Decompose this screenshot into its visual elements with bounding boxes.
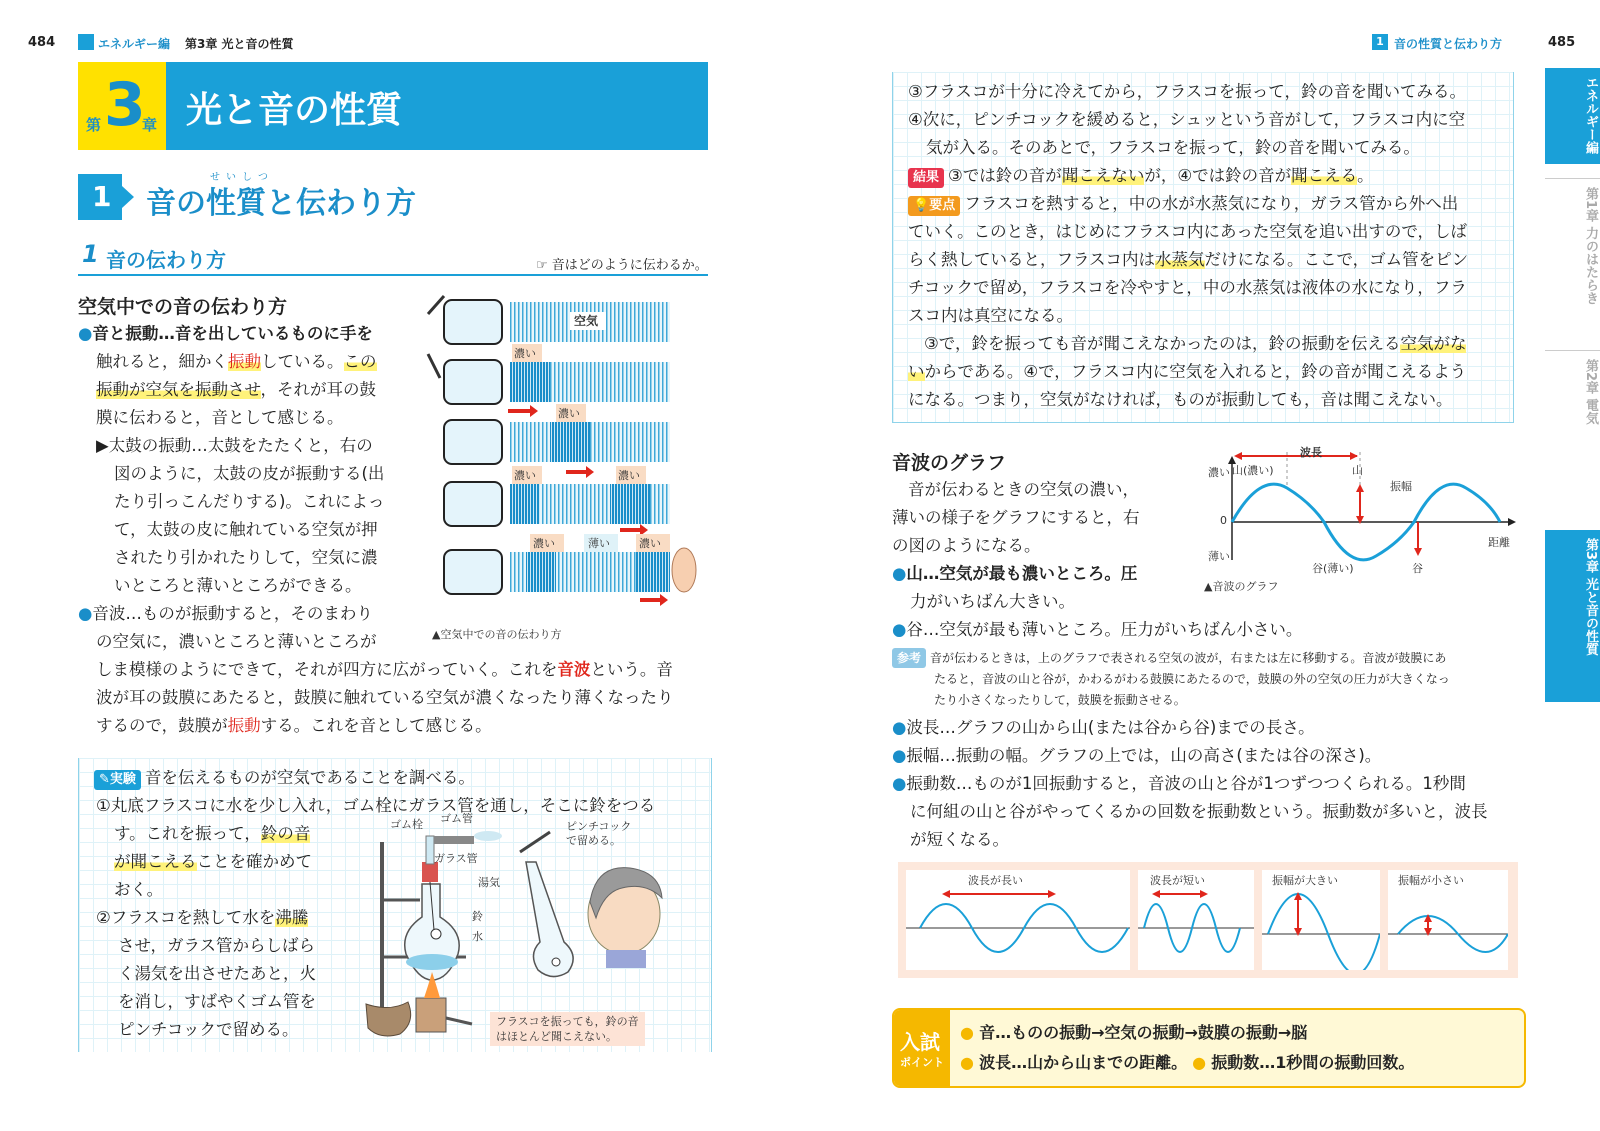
result-c: が，④では鈴の音が [1144,166,1292,185]
note-line1: フラスコを振っても，鈴の音 [496,1015,639,1028]
lightbulb-icon: 💡 [913,198,930,213]
wave-large-amplitude-svg [1262,884,1380,970]
header-chapter: 第3章 光と音の性質 [185,37,294,51]
yama-line2: 力がいちばん大きい。 [910,592,1075,611]
p2-line1: ▶太鼓の振動…太鼓をたたくと，右の [96,436,373,455]
graph-label-amplitude: 振幅 [1390,480,1412,493]
graph-label-trough: 谷 [1412,562,1423,575]
label-dense-2: 濃い [558,407,580,420]
subsection-hint-text: 音はどのように伝わるか。 [551,258,708,273]
result-tag: 結果 [908,168,944,188]
label-pinch-line1: ピンチコック [566,820,632,833]
wave-label-short: 波長が短い [1150,874,1205,887]
side-tab-chapter1[interactable]: 第1章 力のはたらき [1545,178,1600,346]
exp2-line1b: 沸騰 [275,908,309,927]
side-tab-chapter2[interactable]: 第2章 電気 [1545,350,1600,518]
chapter-number-box [78,62,166,150]
p3-line4: 波が耳の鼓膜にあたると，鼓膜に触れている空気が濃くなったり薄くなったり [96,688,674,707]
graph-intro-line1: 音が伝わるときの空気の濃い， [908,480,1139,499]
graph-section-title: 音波のグラフ [892,452,1007,474]
wave-panel-short [1138,870,1254,970]
graph-label-trough-thin: 谷(薄い) [1312,562,1354,575]
subsection-hint [536,254,708,273]
graph-label-dense: 濃い [1208,466,1230,479]
graph-intro-line2: 薄いの様子をグラフにすると，右 [892,508,1140,527]
page-number-left: 484 [28,35,56,50]
graph-label-peak: 山 [1352,464,1363,477]
subsection-rule [78,274,708,276]
exp2-line1a: ②フラスコを熱して水を [96,908,276,927]
section-ruby: せいしつ [210,172,274,183]
p3-line1: 音波…ものが振動すると，そのまわり [92,604,373,623]
point-line7b: からである。④で，フラスコ内に空気を入れると，鈴の音が聞こえるよう [924,362,1467,381]
label-bell: 鈴 [472,910,483,923]
bullet-dot-icon: ● [892,746,907,765]
p2-line6: いところと薄いところができる。 [114,576,362,595]
p3-line3c: という。音 [590,660,673,679]
reference-note [892,648,1522,711]
exam-tag-line1: 入試 [900,1030,940,1054]
p3-line5a: するので，鼓膜が [96,716,228,735]
exp1-line4: おく。 [114,880,164,899]
p1-line2a: 触れると，細かく [96,352,228,371]
experiment-title: 音を伝えるものが空気であることを調べる。 [144,768,475,787]
wave-comparison-strip [898,862,1518,978]
exam-bullet-icon: ● [960,1023,974,1042]
wave-label-long: 波長が長い [968,874,1023,887]
label-water: 水 [472,930,483,943]
paragraph-sound-wave [96,656,716,740]
paragraph-sound-vibration [78,320,418,656]
definition-frequency-line3: が短くなる。 [910,830,1009,849]
point-line3a: らく熱していると，フラスコ内は [908,250,1156,269]
label-rubber-tube: ゴム管 [440,812,473,825]
exp1-line3a: が聞こえる [114,852,197,871]
p3-line5b: 振動 [227,716,261,735]
graph-intro-line3: の図のようになる。 [892,536,1041,555]
section-title: 音の性質と伝わり方 [146,186,416,221]
section-arrow-icon [122,186,136,208]
exp1-line2a: す。これを振って， [114,824,261,843]
reference-tag: 参考 [892,648,926,668]
point-line6b: 空気がな [1400,334,1467,353]
tani-line [892,616,1302,644]
result-d: 聞こえる [1291,166,1358,185]
exam-point-box [892,1008,1526,1088]
chapter-title: 光と音の性質 [186,90,403,131]
p1-line2b: 振動 [228,352,261,371]
exp2-line2: させ，ガラス管からしばら [118,936,316,955]
sound-wave-graph [1200,446,1530,600]
point-line1: フラスコを熱すると，中の水が水蒸気になり，ガラス管から外へ出 [964,194,1459,213]
point-tag-label: 要点 [929,198,956,213]
label-dense-4: 濃い [618,469,640,482]
label-dense-1: 濃い [514,347,536,360]
point-line5: スコ内は真空になる。 [908,306,1073,325]
p3-line3b: 音波 [557,660,591,679]
exp2-line4: を消し，すばやくゴム管を [118,992,316,1011]
wave-small-amplitude-svg [1388,884,1508,970]
wave-label-large-amplitude: 振幅が大きい [1272,874,1338,887]
experiment-tag [94,770,141,790]
wave-label-small-amplitude: 振幅が小さい [1398,874,1464,887]
point-line3c: だけになる。ここで，ゴム管をピン [1204,250,1469,269]
graph-label-thin: 薄い [1208,550,1230,563]
experiment-continued-text [908,78,1508,414]
chapter-prefix: 第 [86,116,102,134]
p2-line3: たり引っこんだりする)。これによっ [114,492,385,511]
wave-long-svg [906,884,1130,970]
exp2-line3: く湯気を出させたあと，火 [118,964,316,983]
p1-line2d: この [343,352,377,371]
exam-tag-line2: ポイント [900,1056,944,1069]
label-pinch-line2: で留める。 [566,834,621,847]
point-line2: ていく。このとき，はじめにフラスコ内にあった空気を追い出すので，しば [908,222,1468,241]
label-rubber-stopper: ゴム栓 [390,818,423,831]
p1-line4: 膜に伝わると，音として感じる。 [96,408,344,427]
definition-frequency-line2: に何組の山と谷がやってくるかの回数を振動数という。振動数が多いと，波長 [910,802,1488,821]
exam-point-2: 波長…山から山までの距離。 [979,1053,1188,1072]
yama-line1: 山…空気が最も濃いところ。圧 [906,564,1138,583]
bullet-dot-icon: ● [78,604,93,623]
exp1-line1: ①丸底フラスコに水を少し入れ，ゴム栓にガラス管を通し，そこに鈴をつる [96,796,656,815]
graph-label-peak-dense: 山(濃い) [1232,464,1274,477]
graph-label-wavelength: 波長 [1300,446,1322,459]
wave-panel-large-amplitude [1262,870,1380,970]
experiment-header [94,764,475,792]
exp1-line2b: 鈴の音 [260,824,311,843]
point-line6a: ③で，鈴を振っても音が聞こえなかったのは，鈴の振動を伝える [924,334,1401,353]
figure-drum-sound [426,292,712,612]
graph-label-zero: 0 [1220,514,1227,527]
section-number: 1 [92,180,112,213]
exp1-line3b: ことを確かめて [196,852,312,871]
experiment-tag-label: 実験 [109,772,136,787]
point-line4: チコックで留め，フラスコを冷やすと，中の水蒸気は液体の水になり，フラ [908,278,1467,297]
subsection-number: 1 [82,240,99,268]
header-square-icon [78,34,94,50]
p3-line5c: する。これを音として感じる。 [260,716,492,735]
header-title-right: 音の性質と伝わり方 [1394,37,1503,51]
label-thin: 薄い [588,537,610,550]
header-section: エネルギー編 [98,37,171,51]
definition-frequency-line1: 振動数…ものが1回振動すると，音波の山と谷が1つずつつくられる。1秒間 [906,774,1466,793]
definition-wavelength: 波長…グラフの山から山(または谷から谷)までの長さ。 [906,718,1315,737]
p3-line2: の空気に，濃いところと薄いところが [96,632,377,651]
exam-point-1: 音…ものの振動→空気の振動→鼓膜の振動→脳 [979,1023,1308,1042]
label-dense-3: 濃い [514,469,536,482]
definition-amplitude: 振幅…振動の幅。グラフの上では，山の高さ(または谷の深さ)。 [906,746,1382,765]
topic-title: 空気中での音の伝わり方 [78,296,288,318]
exp2-line5: ピンチコックで留める。 [118,1020,299,1039]
exam-tag [894,1010,950,1086]
p1-line1: 音と振動…音を出しているものに手を [92,324,373,343]
reference-line3: たり小さくなったりして，鼓膜を振動させる。 [934,693,1186,707]
reference-line2: たると，音波の山と谷が，かわるがわる鼓膜にあたるので，鼓膜の外の空気の圧力が大きくなっ [934,672,1450,686]
subsection-title: 音の伝わり方 [106,248,226,272]
graph-intro [892,476,1192,616]
result-b: 聞こえない [1061,166,1145,185]
figure1-caption: ▲空気中での音の伝わり方 [432,628,562,641]
bullet-dot-icon: ● [892,774,907,793]
box-line2: ④次に，ピンチコックを緩めると，シュッという音がして，フラスコ内に空 [908,110,1466,129]
result-e: 。 [1357,166,1374,185]
bullet-dot-icon: ● [892,564,907,583]
label-glass-tube: ガラス管 [434,852,478,865]
box-line3: 気が入る。そのあとで，フラスコを振って，鈴の音を聞いてみる。 [926,138,1420,157]
p3-line3a: しま模様のようにできて，それが四方に広がっていく。これを [96,660,558,679]
section-number-box [78,174,122,220]
header-number-box: 1 [1372,34,1388,50]
label-air: 空気 [574,314,599,328]
point-tag [908,196,960,216]
definitions-list [892,714,1522,854]
reference-line1: 音が伝わるときは，上のグラフで表される空気の波が，右または左に移動する。音波が鼓膜にあ [930,651,1447,665]
pointing-hand-icon: ☞ [536,258,548,273]
p2-line4: て，太鼓の皮に触れている空気が押 [114,520,378,539]
exam-bullet-icon: ● [960,1053,974,1072]
wave-short-svg [1138,884,1254,970]
drum-diagram [426,292,712,612]
result-a: ③では鈴の音が [948,166,1062,185]
label-dense-6: 濃い [639,537,661,550]
page-number-right: 485 [1548,35,1576,50]
bullet-dot-icon: ● [78,324,93,343]
p2-line5: されたり引かれたりして，空気に濃 [114,548,378,567]
exam-point-3: 振動数…1秒間の振動回数。 [1211,1053,1415,1072]
label-dense-5: 濃い [533,537,555,550]
side-tab-energy[interactable]: エネルギー編 [1545,68,1600,164]
point-line3b: 水蒸気 [1155,250,1205,269]
p1-line3b: ，それが耳の鼓 [260,380,377,399]
wave-panel-long [906,870,1130,970]
pencil-icon: ✎ [99,772,110,787]
wave-panel-small-amplitude [1388,870,1508,970]
graph-label-distance: 距離 [1488,536,1510,549]
side-tab-chapter3[interactable]: 第3章 光と音の性質 [1545,530,1600,702]
p1-line2c: している。 [261,352,344,371]
bullet-dot-icon: ● [892,620,907,639]
chapter-suffix: 章 [142,116,158,134]
point-line8: になる。つまり，空気がなければ，ものが振動しても，音は聞こえない。 [908,390,1453,409]
p1-line3a: 振動が空気を振動させ [96,380,261,399]
figure-flask-experiment [360,812,700,1052]
bullet-dot-icon: ● [892,718,907,737]
tani-text: 谷…空気が最も薄いところ。圧力がいちばん小さい。 [906,620,1303,639]
box-line1: ③フラスコが十分に冷えてから，フラスコを振って，鈴の音を聞いてみる。 [908,82,1466,101]
graph-caption: ▲音波のグラフ [1204,580,1279,593]
experiment-note [490,1012,645,1046]
chapter-title-bar [166,62,708,150]
point-line7a: い [908,362,925,381]
p2-line2: 図のように，太鼓の皮が振動する(出 [114,464,385,483]
chapter-number: 3 [104,70,146,140]
label-steam: 湯気 [478,876,500,889]
note-line2: はほとんど聞こえない。 [496,1030,617,1043]
exam-bullet-icon: ● [1192,1053,1207,1072]
exam-points [960,1018,1414,1078]
